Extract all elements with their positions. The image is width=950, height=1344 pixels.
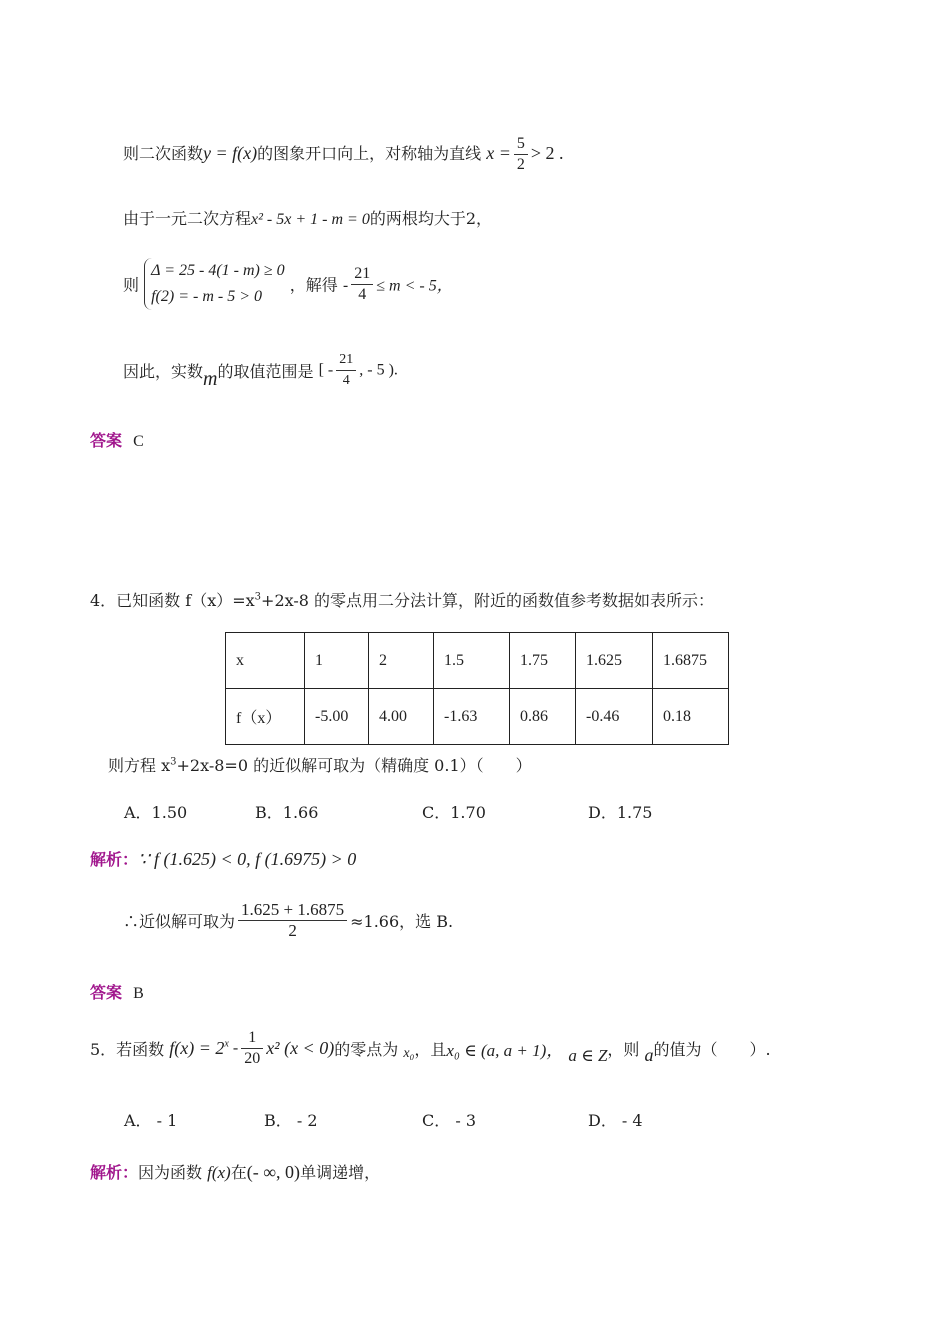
q5-num: 5．若函数 [90,1040,165,1059]
answer-3 [90,428,144,451]
q5-sol-a: 因为函数 [138,1163,203,1182]
q4-sol-frac-den: 2 [288,921,297,940]
p4-frac-den: 4 [342,373,350,388]
p3-fraction [351,264,373,305]
p3-frac-num: 21 [351,264,373,285]
p4-line [123,350,398,391]
q5-tail: ，则 [607,1040,640,1059]
table-cell: 2 [369,633,434,689]
p1-frac-den: 2 [516,156,525,173]
q5-mid2: ，且 [414,1040,447,1059]
table-row [226,689,729,745]
q5-tail2: 的值为（ ）. [653,1040,771,1059]
q5-frac-num: 1 [241,1028,263,1049]
q4-sol-tail: ≈1.66，选 B. [350,912,454,931]
q4-sol-prefix: ∴近似解可取为 [123,912,236,931]
p3-prefix: 则 [123,275,140,295]
q5-frac-den: 20 [244,1050,261,1067]
q5-sol-func: f(x) [207,1163,231,1182]
q4-stem [90,588,714,611]
table-cell: -5.00 [305,689,369,745]
p1-fraction [514,134,528,175]
q5-var: a [644,1045,654,1065]
q5-fraction [241,1028,263,1069]
table-cell: -0.46 [576,689,653,745]
q5-cond2: a ∈ Z [568,1046,608,1065]
q5-func-c: x² (x < 0) [266,1038,335,1058]
q5-stem [90,1028,771,1069]
table-cell: 1 [305,633,369,689]
q5-option-d[interactable]: D． - 4 [588,1111,643,1130]
q5-x0: x₀ [403,1046,415,1061]
q5-option-c[interactable]: C． - 3 [422,1111,477,1130]
q4-sol-label: 解析： [90,850,139,869]
q5-sol-b: 在 [230,1163,247,1182]
p3-sys1: Δ = 25 - 4(1 - m) ≥ 0 [151,262,285,279]
table-cell: 4.00 [369,689,434,745]
table-cell: 1.625 [576,633,653,689]
q4-stem-b: +2x-8 的零点用二分法计算，附近的函数值参考数据如表所示： [261,591,715,610]
q5-sol-int: (- ∞, 0) [246,1162,301,1182]
q5-option-a[interactable]: A． - 1 [124,1111,178,1130]
q4-option-d[interactable]: D．1.75 [588,803,653,822]
answer-3-label: 答案 [90,431,123,450]
p1-prefix: 则二次函数 [123,144,204,163]
p4-frac-num: 21 [336,350,356,371]
p1-tail: > 2 . [530,143,564,163]
q5-func-b: - [228,1039,239,1057]
p3-tail: ≤ m < - 5， [376,277,453,295]
q4-sol-frac-num: 1.625 + 1.6875 [238,900,347,921]
answer-4-value: B [133,985,144,1002]
q5-solution [90,1160,380,1183]
q5-sol-c: 单调递增， [300,1163,381,1182]
q4-option-a[interactable]: A．1.50 [124,803,188,822]
q4-after-a: 则方程 x [108,756,171,775]
p4-open: [ - [318,361,334,379]
table-cell: 1.6875 [653,633,729,689]
p3-frac-den: 4 [358,285,367,303]
p2-line [123,206,492,229]
q4-stem-a: 4．已知函数 f（x）=x [90,591,255,610]
p4-close: , - 5 ). [359,361,398,379]
answer-3-value: C [133,433,144,450]
p4-var: m [203,368,218,390]
q5-cond: x₀ ∈ (a, a + 1)， [446,1041,564,1060]
q4-solution-1 [90,847,356,870]
p1-frac-num: 5 [514,134,528,155]
p1-mid: 的图象开口向上，对称轴为直线 [257,144,482,163]
p3-system [144,258,285,310]
q4-option-c[interactable]: C．1.70 [422,803,486,822]
q5-option-b[interactable]: B． - 2 [264,1111,318,1130]
p1-line [123,134,564,175]
table-cell: 1.75 [510,633,576,689]
answer-4 [90,980,144,1003]
q5-func-sup: x [224,1038,229,1050]
p2-tail: 的两根均大于2， [369,209,493,228]
table-cell: 1.5 [434,633,510,689]
p1-func: y = f(x) [203,143,258,163]
q4-after-sup: 3 [170,756,177,768]
q4-after-b: +2x-8=0 的近似解可取为（精确度 0.1）（ ） [176,756,532,775]
p3-line [123,258,453,310]
p4-mid: 的取值范围是 [217,362,314,381]
p3-mid: ，解得 - [289,275,349,295]
p2-prefix: 由于一元二次方程 [123,209,252,228]
answer-4-label: 答案 [90,983,123,1002]
p2-eq: x² - 5x + 1 - m = 0 [251,211,370,228]
p4-prefix: 因此，实数 [123,362,204,381]
q4-solution-2 [123,900,453,941]
p4-fraction [336,350,356,391]
table-cell: 0.86 [510,689,576,745]
q5-func-a: f(x) = 2 [169,1038,225,1058]
q4-stem-sup: 3 [254,591,262,603]
q4-sol-line1: ∵ f (1.625) < 0, f (1.6975) > 0 [138,849,357,869]
table-cell: 0.18 [653,689,729,745]
q4-after [108,753,532,776]
table-row [226,633,729,689]
table-cell: f（x） [226,689,305,745]
p1-xeq: x = [486,143,511,163]
q4-sol-fraction [238,900,347,941]
q5-sol-label: 解析： [90,1163,139,1182]
q5-mid: 的零点为 [334,1040,399,1059]
q4-option-b[interactable]: B．1.66 [255,803,319,822]
table-cell: -1.63 [434,689,510,745]
table-cell: x [226,633,305,689]
p3-sys2: f(2) = - m - 5 > 0 [151,288,263,305]
q4-data-table [225,632,729,745]
